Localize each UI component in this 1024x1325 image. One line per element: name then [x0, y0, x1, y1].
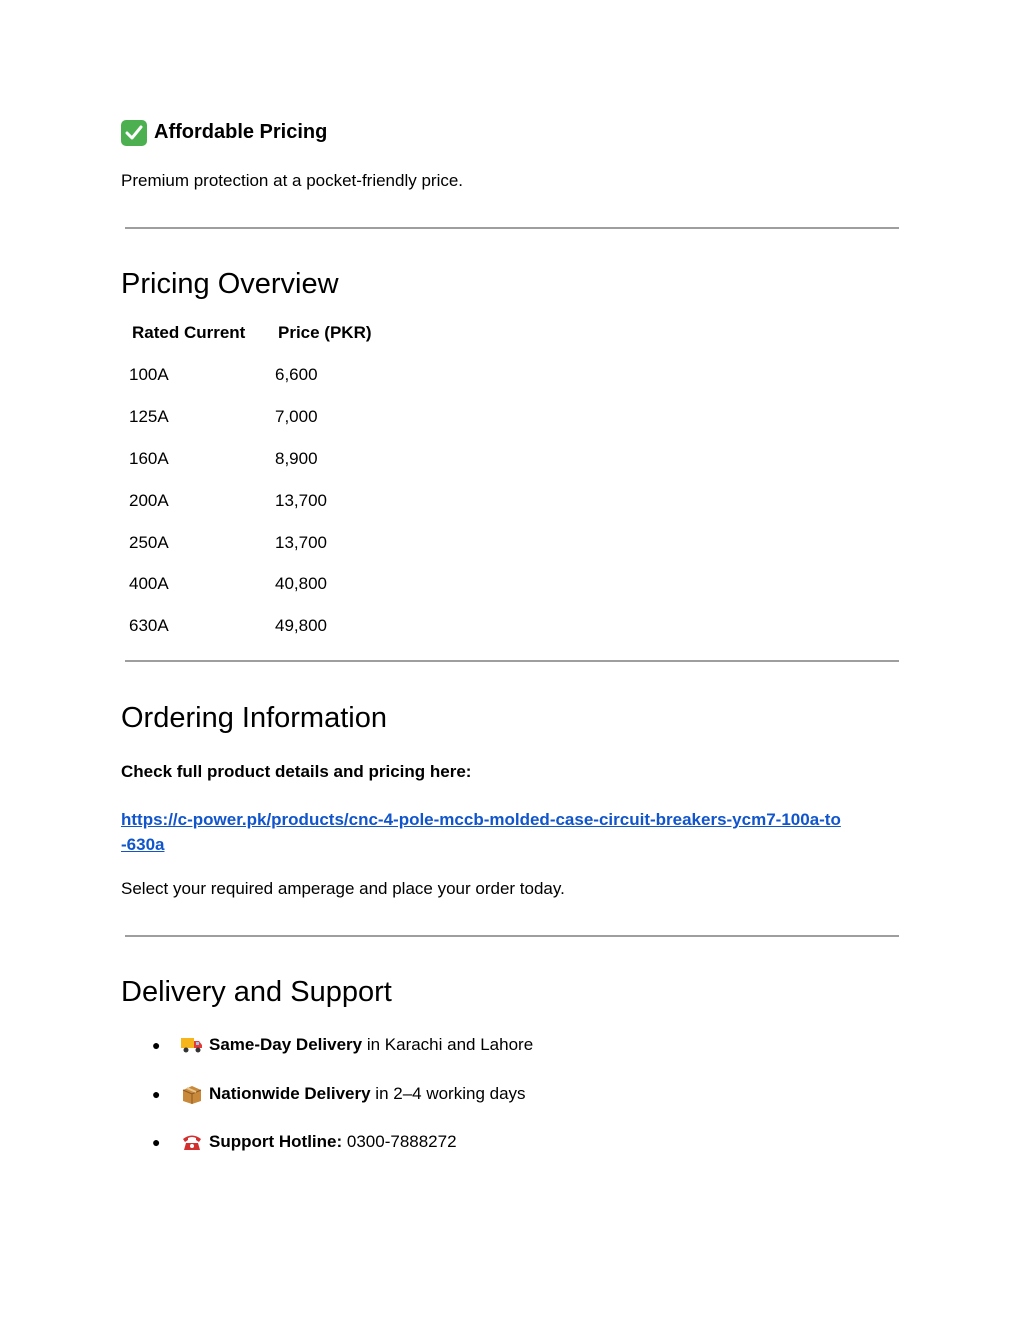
table-cell-price: 13,700	[275, 491, 327, 510]
bullet: ●	[152, 1134, 161, 1150]
delivery-heading: Delivery and Support	[121, 976, 392, 1008]
table-cell-current: 160A	[129, 449, 169, 468]
table-cell-current: 125A	[129, 407, 169, 426]
ordering-heading: Ordering Information	[121, 702, 387, 734]
telephone-icon	[181, 1131, 203, 1153]
delivery-item-bold: Same-Day Delivery	[209, 1035, 363, 1054]
product-link-line1[interactable]: https://c-power.pk/products/cnc-4-pole-mccb-molded-case-circuit-breakers-ycm7-100a-to	[121, 810, 841, 829]
delivery-item-rest: 0300-7888272	[342, 1132, 457, 1151]
divider	[125, 660, 899, 662]
table-cell-price: 49,800	[275, 616, 327, 635]
column-header-price: Price (PKR)	[278, 323, 372, 342]
bullet: ●	[152, 1037, 161, 1053]
delivery-item-text	[209, 1084, 526, 1104]
table-cell-current: 630A	[129, 616, 169, 635]
delivery-item-bold: Nationwide Delivery	[209, 1084, 371, 1103]
delivery-item-rest: in Karachi and Lahore	[362, 1035, 534, 1054]
table-cell-current: 400A	[129, 574, 169, 593]
divider	[125, 227, 899, 229]
delivery-item-rest: in 2–4 working days	[370, 1084, 526, 1103]
delivery-item-bold: Support Hotline:	[209, 1132, 343, 1151]
delivery-item-text	[209, 1035, 533, 1055]
table-cell-current: 200A	[129, 491, 169, 510]
table-cell-price: 40,800	[275, 574, 327, 593]
divider	[125, 935, 899, 937]
product-link-line2[interactable]: -630a	[121, 835, 165, 854]
check-mark-icon	[121, 120, 147, 146]
intro-heading: Affordable Pricing	[154, 121, 328, 143]
pricing-heading: Pricing Overview	[121, 268, 339, 300]
intro-text: Premium protection at a pocket-friendly price.	[121, 171, 464, 190]
bullet: ●	[152, 1086, 161, 1102]
table-cell-price: 6,600	[275, 365, 318, 384]
delivery-item-text	[209, 1132, 457, 1152]
table-cell-current: 100A	[129, 365, 169, 384]
table-cell-price: 7,000	[275, 407, 318, 426]
truck-icon	[181, 1034, 203, 1056]
column-header-rated-current: Rated Current	[132, 323, 246, 342]
table-cell-current: 250A	[129, 533, 169, 552]
ordering-note: Select your required amperage and place your order today.	[121, 879, 565, 898]
ordering-lead: Check full product details and pricing here:	[121, 762, 472, 781]
table-cell-price: 8,900	[275, 449, 318, 468]
table-cell-price: 13,700	[275, 533, 327, 552]
package-icon	[181, 1083, 203, 1105]
